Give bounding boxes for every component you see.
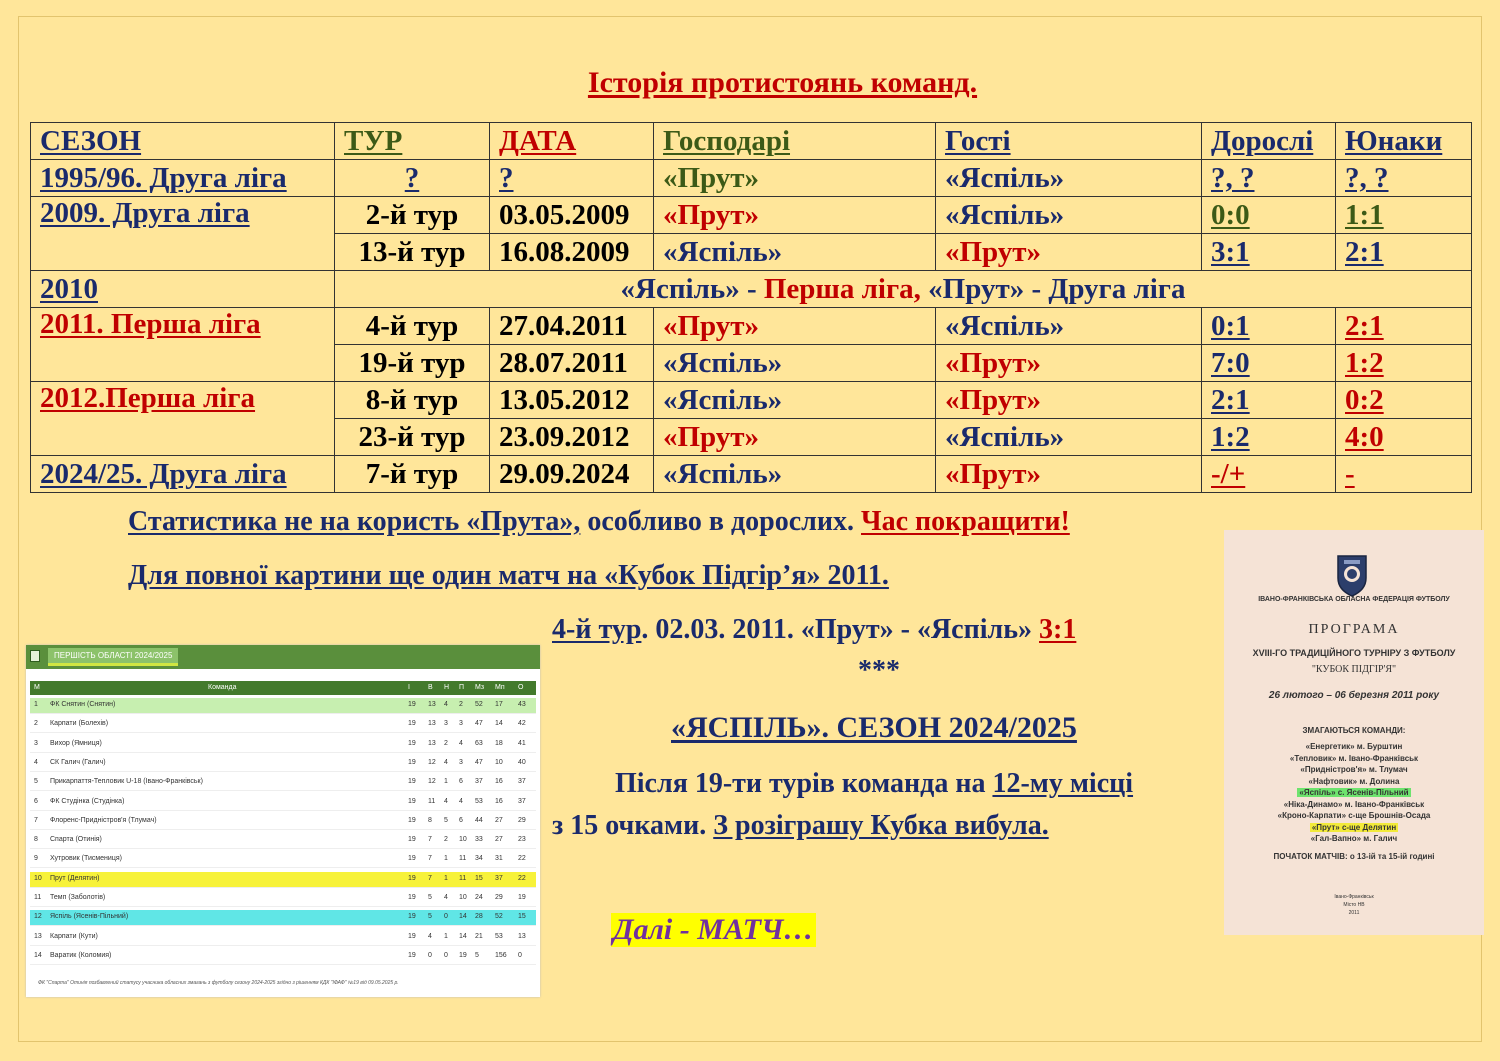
standings-points: 37	[518, 797, 526, 805]
standings-played: 19	[408, 758, 416, 766]
stats-part: Статистика не на користь «Прута»,	[128, 506, 581, 537]
standings-row	[30, 717, 536, 733]
standings-wins: 5	[428, 913, 432, 921]
standings-team: Прикарпаття-Тепловик U-18 (Івано-Франківськ)	[50, 778, 203, 786]
standings-points: 29	[518, 816, 526, 824]
season-text-line1	[615, 768, 1133, 800]
away-cell: «Яспіль»	[936, 308, 1202, 345]
round-cell: 8-й тур	[335, 382, 490, 419]
standings-title: ПЕРШІСТЬ ОБЛАСТІ 2024/2025	[48, 648, 178, 666]
standings-draws: 1	[444, 932, 448, 940]
cup-match-round: 4-й тур	[552, 614, 642, 645]
standings-wins: 11	[428, 797, 436, 805]
standings-team: Темп (Заболотів)	[50, 894, 106, 901]
standings-place: 6	[34, 797, 38, 805]
standings-team: ФК Студінка (Студінка)	[50, 797, 125, 805]
standings-losses: 4	[459, 739, 463, 747]
round-cell: 7-й тур	[335, 456, 490, 493]
standings-team: Варатик (Коломия)	[50, 951, 112, 959]
standings-place: 5	[34, 778, 38, 786]
standings-points: 22	[518, 855, 526, 863]
federation-crest-icon	[1334, 552, 1370, 598]
standings-wins: 5	[428, 894, 432, 901]
season-cup: З розіграшу Кубка вибула.	[713, 810, 1049, 841]
season-cell: 2011. Перша ліга	[31, 308, 335, 382]
date-cell: 13.05.2012	[490, 382, 654, 419]
round-cell: 2-й тур	[335, 197, 490, 234]
standings-goals-for: 37	[475, 778, 483, 786]
standings-goals-for: 5	[475, 951, 479, 959]
standings-goals-for: 24	[475, 894, 483, 901]
standings-goals-for: 47	[475, 758, 483, 766]
programme-team-name: «Енергетик» м. Бурштин	[1305, 742, 1403, 751]
standings-losses: 11	[459, 855, 467, 863]
standings-wins: 12	[428, 758, 436, 766]
adult-score-cell: 3:1	[1202, 234, 1336, 271]
standings-header	[26, 645, 540, 669]
standings-losses: 4	[459, 797, 463, 805]
round-cell: 4-й тур	[335, 308, 490, 345]
note-part: Перша ліга,	[763, 272, 921, 305]
programme-team	[1224, 823, 1484, 832]
table-row	[31, 308, 1472, 345]
standings-row	[30, 891, 536, 907]
youth-score-cell: 0:2	[1336, 382, 1472, 419]
standings-row	[30, 833, 536, 849]
round-cell: 23-й тур	[335, 419, 490, 456]
home-cell: «Прут»	[654, 197, 936, 234]
standings-goals-against: 29	[495, 894, 503, 901]
date-cell: 28.07.2011	[490, 345, 654, 382]
programme-team-name: «Гал-Вапно» м. Галич	[1310, 834, 1398, 843]
tournament-programme	[1224, 530, 1484, 935]
adult-score-cell: 1:2	[1202, 419, 1336, 456]
col-points: О	[518, 684, 524, 691]
adult-score-cell: 7:0	[1202, 345, 1336, 382]
standings-team: Карпати (Болехів)	[50, 720, 109, 728]
table-row	[31, 197, 1472, 234]
standings-wins: 0	[428, 951, 432, 959]
standings-goals-for: 47	[475, 720, 483, 728]
standings-losses: 2	[459, 701, 463, 708]
standings-goals-against: 52	[495, 913, 503, 921]
adult-score-cell: 0:0	[1202, 197, 1336, 234]
standings-row	[30, 756, 536, 772]
programme-team	[1224, 834, 1484, 843]
table-header-row	[31, 123, 1472, 160]
standings-draws: 4	[444, 758, 448, 766]
home-cell: «Яспіль»	[654, 382, 936, 419]
standings-row	[30, 698, 536, 714]
start-time: ПОЧАТОК МАТЧІВ: о 13-ій та 15-ій годині	[1273, 852, 1435, 861]
away-cell: «Прут»	[936, 345, 1202, 382]
date-cell: 23.09.2012	[490, 419, 654, 456]
standings-draws: 2	[444, 836, 448, 844]
col-draws: Н	[444, 684, 450, 691]
youth-score-cell: 1:2	[1336, 345, 1472, 382]
standings-goals-against: 14	[495, 720, 503, 728]
standings-row	[30, 872, 536, 888]
date-cell: 29.09.2024	[490, 456, 654, 493]
standings-points: 23	[518, 836, 526, 844]
programme-team	[1224, 765, 1484, 774]
standings-footer: ФК "Спарта" Отинія позбавлений статусу учасника обласних змагань з футболу сезону 2024-2025 згідно з рішенням КДК "ІФАФ" №19 від 09.05.2025 р.	[38, 980, 399, 986]
standings-played: 19	[408, 951, 416, 959]
season-place: 12-му місці	[992, 768, 1134, 799]
youth-score-cell: 1:1	[1336, 197, 1472, 234]
standings-columns	[30, 681, 536, 695]
standings-wins: 8	[428, 816, 432, 824]
standings-goals-against: 27	[495, 816, 503, 824]
header-youth: Юнаки	[1336, 123, 1472, 160]
standings-played: 19	[408, 855, 416, 863]
standings-played: 19	[408, 797, 416, 805]
cup-match-line	[552, 614, 1076, 646]
standings-goals-against: 16	[495, 797, 503, 805]
standings-goals-for: 53	[475, 797, 483, 805]
history-table	[30, 122, 1472, 493]
round-cell: 19-й тур	[335, 345, 490, 382]
round-cell: 13-й тур	[335, 234, 490, 271]
youth-score-cell: 2:1	[1336, 234, 1472, 271]
table-row	[31, 160, 1472, 197]
standings-points: 19	[518, 894, 526, 901]
standings-draws: 1	[444, 855, 448, 863]
standings-goals-for: 34	[475, 855, 483, 863]
standings-points: 13	[518, 932, 526, 940]
calendar-icon	[30, 650, 40, 662]
season-cell: 2009. Друга ліга	[31, 197, 335, 271]
season-text: з 15 очками.	[552, 810, 714, 841]
standings-team: Флоренс-Придністров'я (Тлумач)	[50, 816, 157, 824]
note-part: «Яспіль» -	[620, 272, 764, 305]
federation-name: ІВАНО-ФРАНКІВСЬКА ОБЛАСНА ФЕДЕРАЦІЯ ФУТБОЛУ	[1258, 596, 1450, 603]
standings-place: 1	[34, 701, 38, 708]
standings-goals-against: 27	[495, 836, 503, 844]
cup-match-score: 3:1	[1039, 614, 1077, 645]
standings-wins: 7	[428, 855, 432, 863]
season-cell: 2010	[31, 271, 335, 308]
standings-goals-for: 52	[475, 701, 483, 708]
standings-played: 19	[408, 932, 416, 940]
standings-draws: 4	[444, 894, 448, 901]
standings-wins: 7	[428, 836, 432, 844]
programme-team-name: «Кроно-Карпати» с-ще Брошнів-Осада	[1277, 811, 1431, 820]
tournament-dates: 26 лютого – 06 березня 2011 року	[1268, 690, 1440, 701]
season-cell: 2024/25. Друга ліга	[31, 456, 335, 493]
standings-place: 11	[34, 894, 42, 901]
standings-goals-against: 53	[495, 932, 503, 940]
standings-goals-against: 156	[495, 951, 507, 959]
standings-played: 19	[408, 836, 416, 844]
standings-row	[30, 930, 536, 946]
away-cell: «Прут»	[936, 382, 1202, 419]
standings-points: 15	[518, 913, 526, 921]
standings-played: 19	[408, 894, 416, 901]
away-cell: «Яспіль»	[936, 160, 1202, 197]
standings-team: Вихор (Ямниця)	[50, 739, 102, 747]
cup-match-text: . 02.03. 2011. «Прут» - «Яспіль»	[641, 614, 1040, 645]
cup-name: "КУБОК ПІДГІР'Я"	[1311, 664, 1397, 675]
standings-place: 2	[34, 720, 38, 728]
adult-score-cell: 0:1	[1202, 308, 1336, 345]
standings-losses: 11	[459, 874, 467, 882]
youth-score-cell: ?, ?	[1336, 160, 1472, 197]
home-cell: «Яспіль»	[654, 345, 936, 382]
standings-place: 13	[34, 932, 42, 940]
standings-goals-against: 10	[495, 758, 503, 766]
col-wins: В	[428, 684, 433, 691]
youth-score-cell: 2:1	[1336, 308, 1472, 345]
programme-team	[1224, 800, 1484, 809]
standings-draws: 0	[444, 913, 448, 921]
home-cell: «Яспіль»	[654, 234, 936, 271]
standings-place: 4	[34, 758, 38, 766]
header-season: СЕЗОН	[31, 123, 335, 160]
standings-played: 19	[408, 720, 416, 728]
stats-part: особливо в дорослих.	[580, 506, 862, 537]
programme-team-name: «Тепловик» м. Івано-Франківськ	[1289, 753, 1419, 763]
standings-team: Прут (Делятин)	[50, 874, 100, 882]
standings-played: 19	[408, 816, 416, 824]
season-text-line2	[552, 810, 1049, 842]
header-home: Господарі	[654, 123, 936, 160]
standings-wins: 13	[428, 701, 436, 708]
home-cell: «Прут»	[654, 308, 936, 345]
standings-goals-against: 18	[495, 739, 503, 747]
date-cell: 27.04.2011	[490, 308, 654, 345]
youth-score-cell: -	[1336, 456, 1472, 493]
standings-losses: 10	[459, 836, 467, 844]
standings-team: Карпати (Кути)	[50, 932, 98, 940]
standings-place: 3	[34, 739, 38, 747]
programme-team-name: «Придністров'я» м. Тлумач	[1300, 765, 1408, 774]
programme-team-name: «Ніка-Динамо» м. Івано-Франківськ	[1283, 799, 1425, 809]
standings-row	[30, 795, 536, 811]
standings-place: 12	[34, 913, 42, 921]
standings-goals-against: 37	[495, 874, 503, 882]
standings-losses: 6	[459, 778, 463, 786]
away-cell: «Прут»	[936, 234, 1202, 271]
home-cell: «Прут»	[654, 419, 936, 456]
standings-wins: 7	[428, 874, 432, 882]
programme-team-name: «Яспіль» с. Ясенів-Пільний	[1299, 788, 1409, 797]
standings-row	[30, 737, 536, 753]
standings-draws: 4	[444, 701, 448, 708]
standings-draws: 1	[444, 778, 448, 786]
standings-losses: 14	[459, 932, 467, 940]
standings-wins: 12	[428, 778, 436, 786]
header-away: Гості	[936, 123, 1202, 160]
adult-score-cell: ?, ?	[1202, 160, 1336, 197]
standings-points: 0	[518, 951, 522, 959]
standings-team: СК Галич (Галич)	[50, 758, 106, 766]
programme-team-name: «Нафтовик» м. Долина	[1308, 776, 1400, 786]
standings-row	[30, 775, 536, 791]
standings-points: 43	[518, 701, 526, 708]
standings-draws: 3	[444, 720, 448, 728]
programme-team	[1224, 742, 1484, 751]
standings-points: 42	[518, 720, 526, 728]
standings-wins: 13	[428, 739, 436, 747]
home-cell: «Прут»	[654, 160, 936, 197]
standings-points: 41	[518, 739, 526, 747]
teams-title: ЗМАГАЮТЬСЯ КОМАНДИ:	[1302, 726, 1406, 735]
standings-losses: 10	[459, 894, 467, 901]
season-title: «ЯСПІЛЬ». СЕЗОН 2024/2025	[671, 711, 1077, 744]
standings-played: 19	[408, 874, 416, 882]
stats-line	[128, 506, 1070, 538]
season-cell: 2012.Перша ліга	[31, 382, 335, 456]
standings-goals-against: 16	[495, 778, 503, 786]
stars-separator: ***	[858, 655, 900, 686]
standings-played: 19	[408, 778, 416, 786]
standings-place: 7	[34, 816, 38, 824]
standings-draws: 2	[444, 739, 448, 747]
header-adult: Дорослі	[1202, 123, 1336, 160]
col-goals-for: Мз	[475, 684, 485, 691]
programme-team	[1224, 754, 1484, 763]
programme-team	[1224, 788, 1484, 797]
standings-team: ФК Снятин (Снятин)	[50, 701, 116, 708]
standings-draws: 1	[444, 874, 448, 882]
programme-footer-city: Івано-Франківськ	[1334, 894, 1374, 900]
home-cell: «Яспіль»	[654, 456, 936, 493]
round-cell: ?	[335, 160, 490, 197]
standings-points: 22	[518, 874, 526, 882]
standings-points: 40	[518, 758, 526, 766]
standings-losses: 3	[459, 758, 463, 766]
standings-row	[30, 910, 536, 926]
standings-losses: 14	[459, 913, 467, 921]
standings-screenshot	[26, 645, 540, 997]
standings-goals-for: 21	[475, 932, 483, 940]
header-date: ДАТА	[490, 123, 654, 160]
standings-row	[30, 814, 536, 830]
away-cell: «Яспіль»	[936, 419, 1202, 456]
adult-score-cell: -/+	[1202, 456, 1336, 493]
date-cell: 16.08.2009	[490, 234, 654, 271]
standings-team: Яспіль (Ясенів-Пільний)	[50, 913, 129, 921]
standings-row	[30, 852, 536, 868]
col-losses: П	[459, 684, 465, 691]
season-cell: 1995/96. Друга ліга	[31, 160, 335, 197]
standings-goals-against: 17	[495, 701, 503, 708]
table-row	[31, 382, 1472, 419]
standings-points: 37	[518, 778, 526, 786]
date-cell: ?	[490, 160, 654, 197]
col-team: Команда	[208, 684, 237, 691]
programme-team	[1224, 777, 1484, 786]
table-row	[31, 456, 1472, 493]
away-cell: «Прут»	[936, 456, 1202, 493]
header-round: ТУР	[335, 123, 490, 160]
standings-draws: 0	[444, 951, 448, 959]
season-text: Після 19-ти турів команда на	[615, 768, 993, 799]
standings-losses: 6	[459, 816, 463, 824]
tournament-name: XVIII-ГО ТРАДИЦІЙНОГО ТУРНІРУ З ФУТБОЛУ	[1252, 648, 1456, 658]
standings-goals-for: 63	[475, 739, 483, 747]
standings-goals-for: 15	[475, 874, 483, 882]
table-row-2010	[31, 271, 1472, 308]
away-cell: «Яспіль»	[936, 197, 1202, 234]
standings-place: 10	[34, 874, 42, 882]
season-2010-note	[335, 271, 1472, 308]
standings-place: 14	[34, 951, 42, 959]
standings-row	[30, 949, 536, 965]
standings-place: 9	[34, 855, 38, 863]
standings-wins: 13	[428, 720, 436, 728]
standings-team: Спарта (Отинія)	[50, 836, 102, 844]
standings-goals-against: 31	[495, 855, 503, 863]
standings-played: 19	[408, 913, 416, 921]
standings-draws: 4	[444, 797, 448, 805]
standings-played: 19	[408, 739, 416, 747]
standings-goals-for: 44	[475, 816, 483, 824]
adult-score-cell: 2:1	[1202, 382, 1336, 419]
standings-wins: 4	[428, 932, 432, 940]
col-goals-against: Мп	[495, 684, 505, 691]
stats-part: Час покращити!	[861, 506, 1070, 537]
programme-footer-year: 2011	[1348, 910, 1360, 916]
col-place: М	[34, 684, 40, 691]
standings-goals-for: 33	[475, 836, 483, 844]
col-played: І	[408, 684, 410, 691]
standings-played: 19	[408, 701, 416, 708]
standings-place: 8	[34, 836, 38, 844]
standings-losses: 19	[459, 951, 467, 959]
date-cell: 03.05.2009	[490, 197, 654, 234]
standings-goals-for: 28	[475, 913, 483, 921]
programme-footer-publisher: Місто НВ	[1343, 902, 1365, 908]
standings-team: Хутровик (Тисмениця)	[50, 855, 122, 863]
programme-team	[1224, 811, 1484, 820]
next-match-link[interactable]: Далі - МАТЧ…	[613, 913, 814, 946]
standings-draws: 5	[444, 816, 448, 824]
note-part: «Прут» - Друга ліга	[920, 272, 1186, 305]
programme-heading: ПРОГРАМА	[1308, 622, 1400, 637]
programme-team-name: «Прут» с-ще Делятин	[1311, 822, 1397, 832]
page-title: Історія протистоянь команд.	[587, 66, 978, 99]
youth-score-cell: 4:0	[1336, 419, 1472, 456]
standings-losses: 3	[459, 720, 463, 728]
cup-line: Для повної картини ще один матч на «Кубок Підгір’я» 2011.	[128, 560, 889, 591]
